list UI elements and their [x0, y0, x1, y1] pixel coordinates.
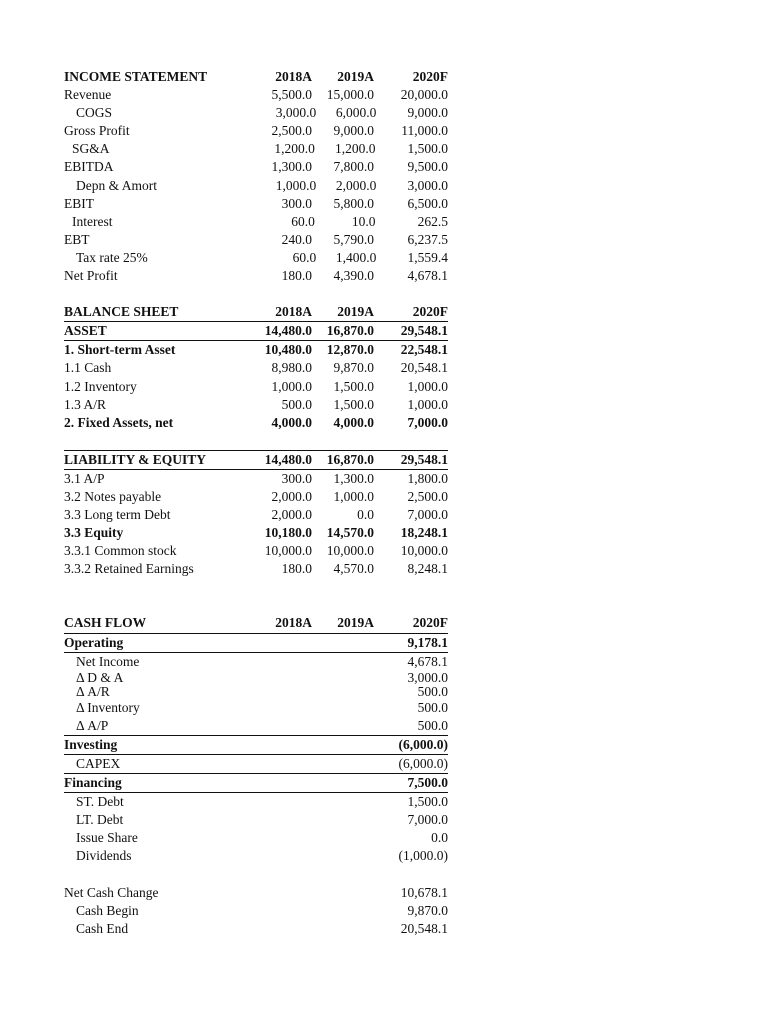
asset-rows	[64, 321, 448, 432]
cell-value: 1,000.0	[407, 378, 448, 394]
balance-sheet	[64, 303, 448, 578]
income-statement-title: INCOME STATEMENT	[64, 69, 208, 84]
cell-value: 180.0	[281, 561, 312, 577]
cell-value: 1,000.0	[275, 177, 317, 193]
cell-value: 240.0	[281, 231, 312, 247]
cell-value: 4,570.0	[333, 561, 374, 577]
row-label: ASSET	[64, 323, 107, 339]
cell-value: 500.0	[281, 396, 312, 412]
income-statement-row	[64, 267, 448, 285]
cell-value: 6,237.5	[407, 231, 448, 247]
row-label: LIABILITY & EQUITY	[64, 451, 207, 467]
cell-value: 9,870.0	[407, 902, 448, 918]
liability-equity-rows	[64, 450, 448, 579]
row-label: 1.3 A/R	[64, 396, 107, 412]
cash-flow-row	[64, 671, 448, 685]
cash-flow-row	[64, 884, 448, 902]
financing-rows	[64, 793, 448, 865]
financing-value: 7,500.0	[407, 775, 448, 791]
cell-value: 10.0	[351, 213, 376, 229]
asset-row	[64, 359, 448, 377]
cell-value: (1,000.0)	[398, 848, 448, 864]
cell-value: 20,548.1	[400, 360, 448, 376]
cell-value: 16,870.0	[326, 451, 374, 467]
spacer	[64, 866, 448, 884]
cell-value: 1,000.0	[271, 378, 312, 394]
cash-flow-row	[64, 920, 448, 938]
cell-value: 2,000.0	[335, 177, 377, 193]
cell-value: 7,000.0	[407, 812, 448, 828]
row-label: Net Profit	[64, 268, 118, 284]
cash-flow-row	[64, 699, 448, 717]
row-label: Net Income	[76, 653, 140, 669]
cell-value: 0.0	[431, 830, 448, 846]
investing-rows	[64, 755, 448, 773]
cell-value: 10,000.0	[264, 543, 312, 559]
cell-value: 7,800.0	[333, 159, 374, 175]
liability-equity-row	[64, 506, 448, 524]
cash-flow-row	[64, 685, 448, 699]
liability-equity-row	[64, 450, 448, 470]
income-statement-row	[64, 86, 448, 104]
row-label: ST. Debt	[76, 794, 124, 810]
cell-value: 1,559.4	[407, 249, 448, 265]
row-label: 1.2 Inventory	[64, 378, 137, 394]
spacer	[64, 285, 448, 303]
cell-value: 1,300.0	[333, 470, 374, 486]
year-header: 2020F	[412, 69, 448, 84]
cell-value: 0.0	[357, 507, 374, 523]
cell-value: 1,400.0	[335, 249, 377, 265]
spacer	[64, 432, 448, 450]
cell-value: 12,870.0	[326, 342, 374, 358]
cell-value: 16,870.0	[326, 323, 374, 339]
cell-value: 4,390.0	[333, 268, 374, 284]
cash-flow-row	[64, 847, 448, 865]
cell-value: 4,000.0	[333, 414, 374, 430]
cell-value: 4,000.0	[271, 414, 312, 430]
cell-value: 1,500.0	[333, 378, 374, 394]
investing-value: (6,000.0)	[398, 736, 448, 752]
cell-value: 8,248.1	[407, 561, 448, 577]
cell-value: 300.0	[281, 470, 312, 486]
asset-row	[64, 396, 448, 414]
cell-value: 500.0	[417, 699, 448, 715]
year-header: 2020F	[412, 615, 448, 631]
cash-flow-row	[64, 793, 448, 811]
cell-value: 6,000.0	[335, 105, 377, 121]
cell-value: 22,548.1	[400, 342, 448, 358]
cell-value: 1,200.0	[274, 141, 315, 157]
row-label: 3.3.2 Retained Earnings	[64, 561, 194, 577]
cell-value: 20,548.1	[400, 920, 448, 936]
cell-value: 10,480.0	[264, 342, 312, 358]
cell-value: 5,500.0	[271, 87, 312, 103]
asset-row	[64, 378, 448, 396]
cell-value: 3,000.0	[407, 177, 448, 193]
cell-value: 4,678.1	[407, 653, 448, 669]
row-label: Interest	[72, 213, 113, 229]
cell-value: 500.0	[417, 717, 448, 733]
spacer	[64, 578, 448, 614]
cell-value: 18,248.1	[400, 525, 448, 541]
cell-value: 60.0	[292, 249, 317, 265]
cash-flow-row	[64, 717, 448, 735]
cell-value: (6,000.0)	[398, 756, 448, 771]
cell-value: 4,678.1	[407, 268, 448, 284]
row-label: Δ Inventory	[76, 699, 140, 715]
income-statement-row	[64, 122, 448, 140]
row-label: EBIT	[64, 195, 94, 211]
cash-flow-row	[64, 902, 448, 920]
income-statement-row	[64, 249, 448, 267]
cell-value: 6,500.0	[407, 195, 448, 211]
cell-value: 14,480.0	[264, 451, 312, 467]
balance-sheet-title: BALANCE SHEET	[64, 304, 179, 320]
investing-label: Investing	[64, 736, 118, 752]
row-label: Issue Share	[76, 830, 138, 846]
cell-value: 7,000.0	[407, 507, 448, 523]
financing-row	[64, 773, 448, 793]
cell-value: 2,500.0	[407, 488, 448, 504]
cell-value: 1,300.0	[271, 159, 312, 175]
cell-value: 9,000.0	[407, 105, 448, 121]
operating-rows	[64, 653, 448, 735]
cell-value: 1,500.0	[333, 396, 374, 412]
row-label: 3.2 Notes payable	[64, 488, 162, 504]
row-label: 3.3 Long term Debt	[64, 507, 171, 523]
row-label: 2. Fixed Assets, net	[64, 414, 174, 430]
year-header: 2018A	[275, 304, 312, 320]
income-statement-header	[64, 68, 448, 86]
financing-label: Financing	[64, 775, 122, 791]
row-label: SG&A	[72, 141, 110, 157]
row-label: Dividends	[76, 848, 132, 864]
cell-value: 9,870.0	[333, 360, 374, 376]
cell-value: 5,800.0	[333, 195, 374, 211]
cash-flow-header	[64, 614, 448, 633]
cell-value: 2,000.0	[271, 488, 312, 504]
cell-value: 2,500.0	[271, 123, 312, 139]
cell-value: 11,000.0	[401, 123, 448, 139]
cell-value: 8,980.0	[271, 360, 312, 376]
cell-value: 500.0	[417, 683, 448, 699]
income-statement-row	[64, 158, 448, 176]
operating-label: Operating	[64, 634, 124, 650]
cell-value: 10,180.0	[264, 525, 312, 541]
cash-flow-row	[64, 653, 448, 671]
row-label: Depn & Amort	[76, 177, 157, 193]
cell-value: 3,000.0	[275, 105, 317, 121]
year-header: 2020F	[412, 304, 448, 320]
row-label: 3.3 Equity	[64, 525, 124, 541]
row-label: Cash Begin	[76, 902, 139, 918]
financial-sheet	[64, 68, 448, 938]
cell-value: 7,000.0	[407, 414, 448, 430]
year-header: 2019A	[337, 304, 374, 320]
cell-value: 1,200.0	[335, 141, 376, 157]
cell-value: 262.5	[417, 213, 448, 229]
row-label: COGS	[76, 105, 113, 121]
cell-value: 9,000.0	[333, 123, 374, 139]
cash-flow-title: CASH FLOW	[64, 615, 147, 631]
row-label: EBITDA	[64, 159, 114, 175]
liability-equity-row	[64, 524, 448, 542]
row-label: 3.3.1 Common stock	[64, 543, 177, 559]
balance-sheet-header	[64, 303, 448, 321]
row-label: LT. Debt	[76, 812, 124, 828]
cash-flow	[64, 614, 448, 937]
income-statement-row	[64, 177, 448, 195]
income-statement-row	[64, 104, 448, 122]
cash-flow-row	[64, 829, 448, 847]
asset-row	[64, 414, 448, 432]
cell-value: 60.0	[291, 213, 315, 229]
operating-value: 9,178.1	[407, 634, 448, 650]
cell-value: 3,000.0	[407, 669, 448, 685]
row-label: Cash End	[76, 920, 129, 936]
cell-value: 1,500.0	[407, 141, 448, 157]
operating-row	[64, 634, 448, 653]
year-header: 2019A	[337, 615, 374, 631]
income-statement-rows	[64, 86, 448, 285]
income-statement-row	[64, 231, 448, 249]
row-label: Net Cash Change	[64, 884, 159, 900]
cash-flow-row	[64, 755, 448, 773]
row-label: Revenue	[64, 87, 112, 103]
cell-value: 180.0	[281, 268, 312, 284]
row-label: Tax rate 25%	[76, 249, 148, 265]
cash-flow-row	[64, 811, 448, 829]
income-statement-row	[64, 213, 448, 231]
asset-row	[64, 341, 448, 359]
cell-value: 14,570.0	[326, 525, 374, 541]
cell-value: 20,000.0	[400, 87, 448, 103]
liability-equity-row	[64, 470, 448, 488]
row-label: 1.1 Cash	[64, 360, 112, 376]
investing-row	[64, 735, 448, 755]
cell-value: 1,000.0	[407, 396, 448, 412]
year-header: 2018A	[275, 615, 312, 631]
cell-value: 1,500.0	[407, 794, 448, 810]
row-label: Gross Profit	[64, 123, 130, 139]
row-label: 1. Short-term Asset	[64, 342, 176, 358]
row-label: Δ A/P	[76, 717, 109, 733]
cell-value: 1,000.0	[333, 488, 374, 504]
income-statement-row	[64, 195, 448, 213]
year-header: 2019A	[337, 69, 374, 84]
income-statement	[64, 68, 448, 285]
cell-value: 1,800.0	[407, 470, 448, 486]
asset-row	[64, 321, 448, 341]
year-header: 2018A	[275, 69, 312, 84]
cell-value: 15,000.0	[326, 87, 374, 103]
cell-value: 29,548.1	[400, 323, 448, 339]
row-label: EBT	[64, 231, 90, 247]
cell-value: 10,678.1	[400, 884, 448, 900]
row-label: Δ A/R	[76, 684, 110, 699]
row-label: CAPEX	[76, 756, 121, 771]
cell-value: 2,000.0	[271, 507, 312, 523]
cell-value: 10,000.0	[326, 543, 374, 559]
cell-value: 10,000.0	[400, 543, 448, 559]
cell-value: 29,548.1	[400, 451, 448, 467]
liability-equity-row	[64, 542, 448, 560]
liability-equity-row	[64, 488, 448, 506]
cell-value: 300.0	[281, 195, 312, 211]
liability-equity-row	[64, 560, 448, 578]
cell-value: 5,790.0	[333, 231, 374, 247]
cash-summary-rows	[64, 884, 448, 938]
row-label: Δ D & A	[76, 670, 124, 685]
row-label: 3.1 A/P	[64, 470, 105, 486]
cell-value: 14,480.0	[264, 323, 312, 339]
income-statement-row	[64, 140, 448, 158]
cell-value: 9,500.0	[407, 159, 448, 175]
